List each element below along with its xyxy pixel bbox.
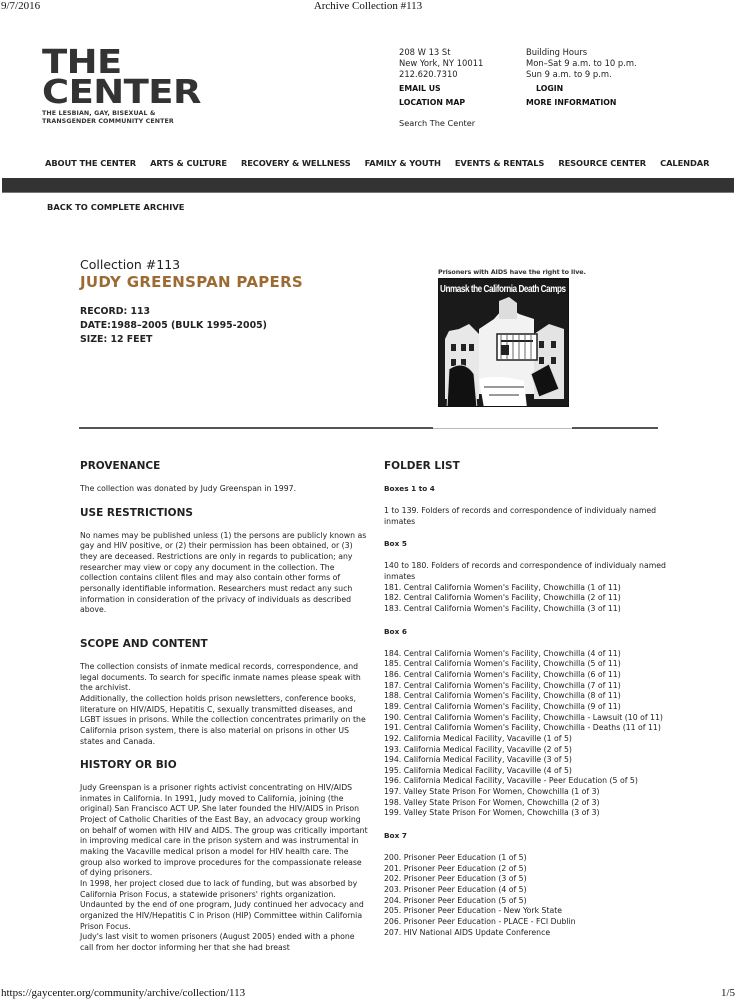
nav-resource-center[interactable]: RESOURCE CENTER bbox=[558, 158, 647, 168]
poster-image bbox=[438, 268, 586, 407]
section-divider-light bbox=[433, 428, 572, 429]
folder-item: 207. HIV National AIDS Update Conference bbox=[384, 927, 551, 937]
print-title: Archive Collection #113 bbox=[313, 0, 423, 12]
use-restrictions-text: No names may be published unless (1) the persons are publicly known as gay and HIV positive, or (2) their permission has been obtained, or (3) they are deceased. Restrictions are only in regards to publication; any researcher may view or copy any document in the collection. The collection contains clilent files and may also contain other forms of personally identifiable information. Researchers must redact any such information in consideration of the privacy of individuals as described above. bbox=[80, 530, 367, 615]
hours-title: Building Hours bbox=[526, 47, 588, 57]
date-range: DATE:1988–2005 (BULK 1995-2005) bbox=[80, 320, 267, 331]
phone-number: 212.620.7310 bbox=[399, 69, 458, 79]
folder-item: 186. Central California Women's Facility, Chowchilla (6 of 11) bbox=[384, 669, 621, 679]
folder-item: 196. California Medical Facility, Vacaville - Peer Education (5 of 5) bbox=[384, 776, 638, 786]
nav-events-rentals[interactable]: EVENTS & RENTALS bbox=[454, 158, 545, 168]
scope-heading: SCOPE AND CONTENT bbox=[80, 637, 208, 650]
folder-item: 1 to 139. Folders of records and correspondence of individualy named inmates bbox=[384, 506, 657, 526]
address-city: New York, NY 10011 bbox=[399, 58, 484, 68]
nav-calendar[interactable]: CALENDAR bbox=[660, 158, 710, 168]
box-label: Box 5 bbox=[384, 539, 407, 549]
location-map-link[interactable]: LOCATION MAP bbox=[399, 98, 466, 107]
box-folders bbox=[384, 561, 684, 614]
print-header bbox=[0, 0, 736, 14]
folder-item: 206. Prisoner Peer Education - PLACE - FCI Dublin bbox=[384, 917, 576, 927]
folder-item: 183. Central California Women's Facility, Chowchilla (3 of 11) bbox=[384, 603, 621, 613]
main-nav bbox=[45, 158, 723, 168]
address-street: 208 W 13 St bbox=[399, 47, 451, 57]
login-link[interactable]: LOGIN bbox=[536, 84, 564, 93]
folder-item: 182. Central California Women's Facility, Chowchilla (2 of 11) bbox=[384, 593, 621, 603]
nav-family-youth[interactable]: FAMILY & YOUTH bbox=[364, 158, 441, 168]
poster-caption: Prisoners with AIDS have the right to live. bbox=[438, 268, 586, 276]
more-information-link[interactable]: MORE INFORMATION bbox=[526, 98, 617, 107]
box-folders bbox=[384, 506, 684, 527]
poster-artwork bbox=[438, 278, 569, 407]
folder-item: 193. California Medical Facility, Vacaville (2 of 5) bbox=[384, 744, 572, 754]
record-number: RECORD: 113 bbox=[80, 306, 151, 317]
nav-arts-culture[interactable]: ARTS & CULTURE bbox=[150, 158, 227, 168]
provenance-heading: PROVENANCE bbox=[80, 460, 161, 472]
folder-item: 199. Valley State Prison For Women, Chowchilla (3 of 3) bbox=[384, 808, 600, 818]
poster-headline: Unmask the California Death Camps bbox=[440, 283, 566, 295]
collection-size: SIZE: 12 FEET bbox=[80, 334, 153, 345]
use-restrictions-heading: USE RESTRICTIONS bbox=[80, 506, 193, 519]
history-text-2: In 1998, her project closed due to lack of funding, but was absorbed by California Prison Focus, a statewide prisoners' rights organization. Undaunted by the end of one program, Judy continued her advocacy and organized the HIV/Hepatitis C in Prison (HIP) Committee within California Prison Focus. bbox=[80, 879, 364, 931]
contact-block bbox=[399, 47, 483, 108]
folder-item: 188. Central California Women's Facility, Chowchilla (8 of 11) bbox=[384, 691, 621, 701]
history-text-1: Judy Greenspan is a prisoner rights activist concentrating on HIV/AIDS inmates in California. In 1991, Judy moved to California, joining (the original) San Francisco ACT UP. She later founded the HIV/AIDS in Prison Project of Catholic Charities of the East Bay, an advocacy group working on behalf of women with HIV and AIDS. The group was critically important in improving medical care in the prison system and was instrumental in making the Vacaville medical prison a model for HIV health care. The group also worked to improve procedures for the compassionate release of dying prisoners. bbox=[80, 783, 368, 878]
folder-list-column bbox=[384, 460, 684, 950]
nav-recovery-wellness[interactable]: RECOVERY & WELLNESS bbox=[240, 158, 351, 168]
history-text-3: Judy's last visit to women prisoners (August 2005) ended with a phone call from her doctor informing her that she had breast bbox=[80, 932, 355, 952]
folder-list-heading: FOLDER LIST bbox=[384, 460, 460, 472]
search-the-center-link[interactable]: Search The Center bbox=[399, 118, 476, 128]
site-logo[interactable] bbox=[42, 42, 202, 126]
logo-subtitle-1: THE LESBIAN, GAY, BISEXUAL & bbox=[42, 110, 156, 117]
page-url: https://gaycenter.org/community/archive/collection/113 bbox=[1, 987, 246, 999]
provenance-text: The collection was donated by Judy Greenspan in 1997. bbox=[80, 484, 297, 493]
collection-details-column bbox=[80, 460, 370, 954]
folder-item: 190. Central California Women's Facility, Chowchilla - Lawsuit (10 of 11) bbox=[384, 712, 663, 722]
folder-item: 189. Central California Women's Facility, Chowchilla (9 of 11) bbox=[384, 701, 621, 711]
hours-block bbox=[526, 47, 637, 108]
box-folders bbox=[384, 649, 684, 820]
hours-weekday: Mon–Sat 9 a.m. to 10 p.m. bbox=[526, 58, 637, 68]
folder-item: 205. Prisoner Peer Education - New York State bbox=[384, 906, 563, 916]
folder-item: 181. Central California Women's Facility, Chowchilla (1 of 11) bbox=[384, 582, 621, 592]
page-number: 1/5 bbox=[720, 987, 735, 999]
hours-sunday: Sun 9 a.m. to 9 p.m. bbox=[526, 69, 612, 79]
folder-item: 200. Prisoner Peer Education (1 of 5) bbox=[384, 853, 527, 863]
history-heading: HISTORY OR BIO bbox=[80, 759, 177, 772]
folder-item: 204. Prisoner Peer Education (5 of 5) bbox=[384, 895, 527, 905]
scope-text-1: The collection consists of inmate medical records, correspondence, and legal documents. To search for specific inmate names please speak with the archivist. bbox=[80, 661, 361, 693]
section-divider bbox=[79, 427, 433, 429]
folder-item: 198. Valley State Prison For Women, Chowchilla (2 of 3) bbox=[384, 797, 600, 807]
back-to-archive-link[interactable]: BACK TO COMPLETE ARCHIVE bbox=[47, 202, 185, 212]
folder-item: 194. California Medical Facility, Vacaville (3 of 5) bbox=[384, 755, 572, 765]
folder-item: 202. Prisoner Peer Education (3 of 5) bbox=[384, 874, 527, 884]
collection-label: Collection #113 bbox=[80, 257, 181, 272]
folder-item: 195. California Medical Facility, Vacaville (4 of 5) bbox=[384, 765, 572, 775]
box-label: Box 6 bbox=[384, 626, 407, 636]
print-date: 9/7/2016 bbox=[1, 0, 41, 12]
print-footer bbox=[0, 987, 736, 1000]
folder-item: 203. Prisoner Peer Education (4 of 5) bbox=[384, 885, 527, 895]
box-label: Box 7 bbox=[384, 831, 407, 841]
collection-title: JUDY GREENSPAN PAPERS bbox=[80, 273, 304, 291]
folder-item: 197. Valley State Prison For Women, Chowchilla (1 of 3) bbox=[384, 787, 600, 797]
logo-line-2: CENTER bbox=[42, 72, 201, 111]
email-us-link[interactable]: EMAIL US bbox=[399, 84, 441, 93]
folder-item: 201. Prisoner Peer Education (2 of 5) bbox=[384, 863, 527, 873]
prison-illustration-icon bbox=[439, 279, 569, 407]
folder-item: 187. Central California Women's Facility, Chowchilla (7 of 11) bbox=[384, 680, 621, 690]
folder-item: 185. Central California Women's Facility, Chowchilla (5 of 11) bbox=[384, 659, 621, 669]
logo-subtitle-2: TRANSGENDER COMMUNITY CENTER bbox=[42, 118, 174, 125]
folder-item: 191. Central California Women's Facility, Chowchilla - Deaths (11 of 11) bbox=[384, 723, 661, 733]
folder-item: 192. California Medical Facility, Vacaville (1 of 5) bbox=[384, 733, 572, 743]
logo-line-1: THE bbox=[42, 42, 122, 81]
nav-bar-divider bbox=[2, 178, 734, 193]
box-folders bbox=[384, 853, 684, 938]
collection-meta bbox=[80, 305, 267, 347]
section-divider-end bbox=[572, 427, 658, 429]
nav-about-the-center[interactable]: ABOUT THE CENTER bbox=[45, 158, 137, 168]
folder-item: 184. Central California Women's Facility, Chowchilla (4 of 11) bbox=[384, 648, 621, 658]
scope-text-2: Additionally, the collection holds prison newsletters, conference books, literature on HIV/AIDS, Hepatitis C, sexually transmitted diseases, and LGBT issues in prisons. While the collection concentrates primarily on the California prison system, there is also material on prisons in other US states and Canada. bbox=[80, 693, 366, 746]
folder-item: 140 to 180. Folders of records and correspondence of individualy named inmates bbox=[384, 561, 666, 581]
box-label: Boxes 1 to 4 bbox=[384, 484, 435, 493]
